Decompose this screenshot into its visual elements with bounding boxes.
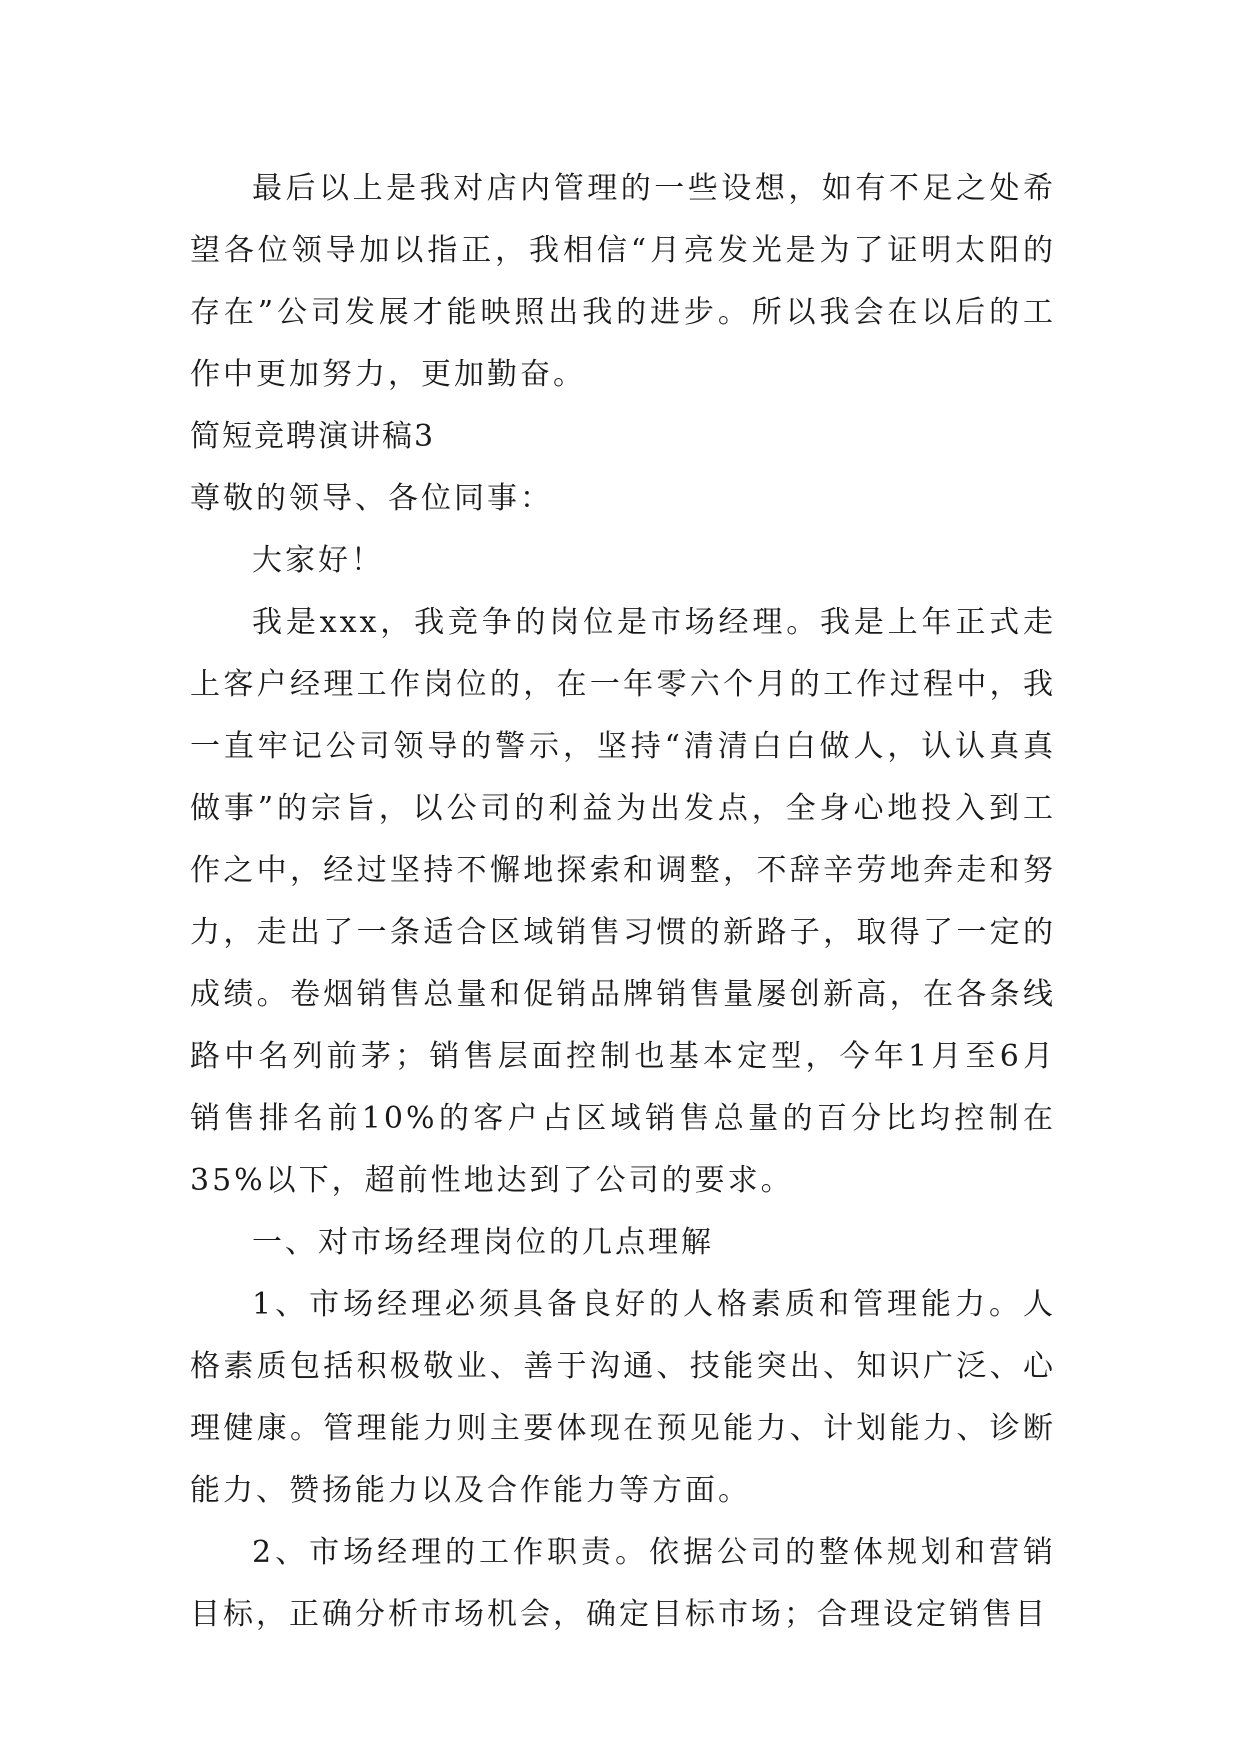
closing-paragraph: 最后以上是我对店内管理的一些设想，如有不足之处希望各位领导加以指正，我相信“月亮发光是为了证明太阳的存在”公司发展才能映照出我的进步。所以我会在以后的工作中更加努力，更加勤奋。 [190,171,1056,392]
point-1-paragraph: 1、市场经理必须具备良好的人格素质和管理能力。人格素质包括积极敬业、善于沟通、技能突出、知识广泛、心理健康。管理能力则主要体现在预见能力、计划能力、诊断能力、赞扬能力以及合作能力等方面。 [190,1287,1056,1508]
section-title: 简短竞聘演讲稿3 [190,419,436,454]
introduction-paragraph: 我是xxx，我竞争的岗位是市场经理。我是上年正式走上客户经理工作岗位的，在一年零六个月的工作过程中，我一直牢记公司领导的警示，坚持“清清白白做人，认认真真做事”的宗旨，以公司的利益为出发点，全身心地投入到工作之中，经过坚持不懈地探索和调整，不辞辛劳地奔走和努力，走出了一条适合区域销售习惯的新路子，取得了一定的成绩。卷烟销售总量和促销品牌销售量屡创新高，在各条线路中名列前茅；销售层面控制也基本定型，今年1月至6月销售排名前10%的客户占区域销售总量的百分比均控制在35%以下，超前性地达到了公司的要求。 [190,605,1056,1198]
subheading-understanding: 一、对市场经理岗位的几点理解 [252,1225,714,1260]
greeting: 大家好！ [252,543,384,578]
salutation: 尊敬的领导、各位同事： [190,481,553,516]
document-body [190,158,1056,1646]
point-2-paragraph: 2、市场经理的工作职责。依据公司的整体规划和营销目标，正确分析市场机会，确定目标市场；合理设定销售目 [190,1535,1056,1632]
